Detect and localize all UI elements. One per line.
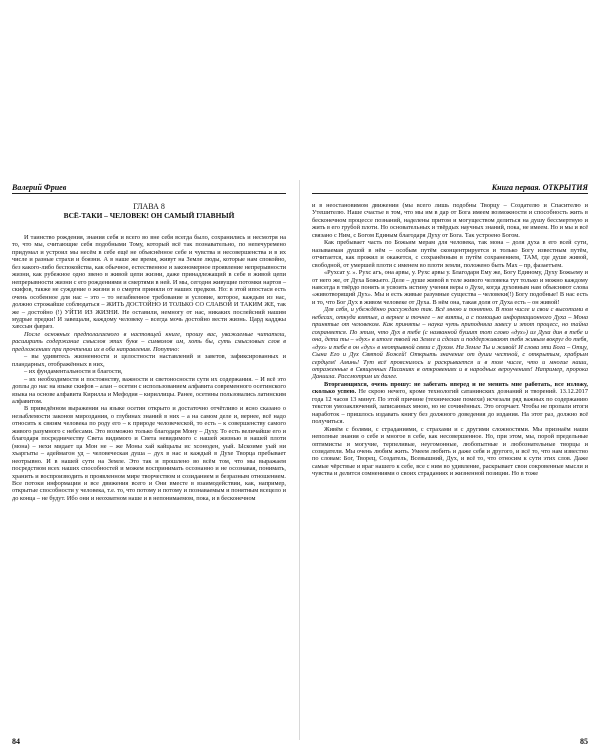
chapter-title: ВСЁ-ТАКИ – ЧЕЛОВЕК! ОН САМЫЙ ГЛАВНЫЙ: [63, 211, 235, 220]
blank-top-area: [312, 0, 588, 180]
paragraph: «Рухсат у. ». Рухс агъ, она арвы, у. Рухс арвы у. Благодаря Ему же, Богу Единому, Духу Божьему и от него же, от Духа Божьего. Деле – душе живой в теле живого человека тут только и можно каждому навсегда в твёрдо понять и усвоить истину учения веры о Духе, когда духовным нам объясняют слова «животворящий Дух». Мы и есть живые разумные существа – человеки(!) Богу подобные! В нас есть и то, что Бог Дух в живом человеке от Духа. В нём она, такая доля от Духа есть – он живой!: [312, 269, 588, 306]
paragraph: – их фундаментальности и благости,: [24, 368, 123, 376]
paragraph: После основных предполагаемого в настоящей книге, прошу вас, уважаемые читатели, расширить содержание смыслов этих букв – символов им, хоть бы, суть смысловых слов в предложениях при прочтении их в оба направления. Попутно:: [12, 330, 286, 353]
right-body-text: [312, 202, 588, 478]
paragraph: И таинство рождения, знания себя и всего во вне себя всегда было, сохранились и несмотря на то, что мы, считающие себя подобными Тому, который всё так познавательно, по непечуремено придумал и устроил мы несём в себе ещё не объяснённое себе и чувства и несовершенства и в их числе и разные страхи и боязни. А в наше же время, живут на Земле люды, которые нам спокойно, без какого-либо беспокойства, как обычное, естественное и закономерное проявление непрерывности жизни, как рубежное одно звено в живой цепи жизни, даже принадлежащий в себе в живой цепи непрерывности жизни с его рождениями и смертями в ней. И мы, сегодня живущие потомки нартов – скифов, также не суждение о жизни и о смерти приняли от наших предков. Но: в этой ипостаси есть очень особенное для нас – это – то незабвенное требование и условие, которое, каждым из нас, должно строжайше соблюдаться – ЖИТЬ ДОСТОЙНО И ТОЛЬКО СО СЛАВОЙ И ТАКИМ ЖЕ, так же – достойно (!) УЙТИ ИЗ ЖИЗНИ. Не оставили, немногу от нас, никаких послейсний нашим мудрые предки! И завещали, каждому человеку – всегда мочь достойно вести жизнь. Цард кадджы хæссын фæрæз.: [12, 234, 286, 331]
paragraph: и в неостановимом движении (мы всего лишь подобны Творцу – Создателю и Спасителю и Утешителю. Наше счастье в том, что мы им в дар от Бога имеем возможности и способность жить в бесконечном процессе познаний, наделены притом и могуществом делиться на душу бессмертную и жить в его грубой плоти. Но основательных и твёрдых научных знаний, пока, не имеем. Но и мы и всё связано с Ним, с Богом Единым благодаря Духу от Бога. Так устроено Богом.: [312, 202, 588, 239]
paragraph: [312, 381, 588, 426]
page-number: 85: [580, 737, 588, 746]
emphasis-text: Вторгающихся, очень прошу: не забегать вперед и не менять мне работать, все изложу, сколько успею.: [312, 380, 588, 396]
header-rule: [12, 193, 286, 194]
right-running-header: [312, 180, 588, 192]
paragraph-continuation: Не скрою нечего, кроме технологий сатанинских дознаний и творений. 13.12.2017 года 12 часов 13 минут. По этой причине (технические помехи) исчезали ряд важных по содержанию текстов умозаключений, записанных мною, но не сочинённых. Это огорчает. Чтобы не пропали итоги наработок – пришлось издавать книгу без должного доведения до издания. На этот раз, должно всё получиться.: [312, 388, 588, 426]
header-rule: [312, 193, 588, 194]
author-name: Валерий Фриев: [12, 183, 67, 192]
chapter-number: ГЛАВА 8: [133, 202, 165, 211]
page-number: 84: [12, 737, 20, 746]
paragraph: Как пребывает часть по Божьим мерам для человека, так мона – доля духа в его всей сути, называемая душой в нём – особым путём сконцентрируется и только Богу известным путём, отчитается, как прожил и окажется, с сохранённым в путём сохранением, ТАМ, где душе живой, свободной, от умершей плоти с именем во плоти земли, положено быть Мах – пр, фазаетъем.: [312, 239, 588, 269]
book-title: Книга первая. ОТКРЫТИЯ: [491, 183, 588, 192]
paragraph: Живём с болями, с страданиями, с страхами и с другими сложностями. Мы признаём наши неполные знания о себе и многое в себе, как несовершенное. Но, при этом, мы, порой предельные оптимисты и могучие, терпеливые, неугомонные, любопытные и любознательные творцы и созидатели. Мы очень любим жить. Умеем любить и даже себя и другого, и всё то, что нам известно по словам: Бог, Творец, Создатель, Всевышний, Дух, и всё то, что относим к сути этих слов. Даже самые чёрствые и враг нашего к себе, все с ним во удивление, раскрывает свои сокровенные мысли и чувства и делится сомнениями о своих страданиях и жизненной позиции. Но в тоже: [312, 425, 588, 478]
paragraph: В приведённом выражении на языке осетин открыто и достаточно отчётливо и ясно сказано о незыблемости законов мироздания, о глубинах знаний в них – а на самом деле и, вернее, всё надо относить к связям человека по роду его – к природе человеческой, то есть – к совершенству самого живого разумного с небесами. Это возможно только благодаря Мону – Духу. То есть величайше его и благодаря посредничеству Света видимого и Света невидимого с нашей жизнью в нашей плоти (мона) – нехи мидает ца Мон нe – же Моны хай кайцылы ис хсоноден, уый. Ыскоиме уый ни хъаргыты – адеймагон уд – человеческая душа – дух в нас и каждый в Духе Творца пребывает неотрывно. И в нашей сути на Земле. Это так и прошлено во всём том, что мы выражаем посредством всех наших способностей и можем воспринимать осознанно и не осознавая, понимать, хранить и воспроизводить в проявленном мире творчеством и созиданием и безразным отношением. Все потоки информации и все движения всего и Они вместе в взаимодействии, как, например, открытые способности у человека, т.е. то, что потому и потому и познаваемым и понятным всецело и до конца – не будут. Ибо они и неохватном наше и в непонимаемом, пока, и в бесконечном: [12, 405, 286, 502]
paragraph: – вы удивитесь жизненности и целостности наставлений и заветов, зафиксированных и пландарных, отображённых в них,: [12, 353, 286, 368]
left-running-header: [12, 180, 286, 192]
left-body-text: [12, 234, 286, 502]
right-page: [300, 0, 600, 750]
paragraph: – их необходимости и постоянству, важности и светоносности сути их содержания. – И всё это доплы до нас на языке скифов – алан – осетин с использованием алфавита современного осетинского языка на основе алфавита Кирилла и Мефодия – кириллицы. Ранее, осетины пользовались латинским алфавитом.: [12, 375, 286, 405]
paragraph: Для себя, и убеждённо рассуждаю так. Всё мною и понятно. В том числе и свои с высотами в небесах, откуда взятые, а вернее и точнее – не взяты, а с помощью информационного Духа – Мона принятые от человеком. Как приняты – наука чуть приподняла завесу и этот процесс, но тайна сохраняется. По этим, что Дух в тебе (с названной бушит тот слово «дух») из Духа дин в тебе и она, дети ты – «дух» в итоге твоей на Земле и сделах и поддерживают тебя живым вокруг до тебя, «дух» и тебе в он «дух» в неотрывной связи с Духом. На Земле Ты и живой! И слова эти Бога – Отцу, Сына Его и Дух Святой Божей! Открыть значение от души честной, с открытым, храбрым сердцем! Аминь! Тут всё прояснилось и раскрывается и в том числе, что и многие наши, отраженные в Священных Писаниях в откровениях и в народных вероучениях! Например, пророка Даниила. Рассмотрим их далее.: [312, 306, 588, 381]
blank-top-area: [12, 0, 286, 180]
